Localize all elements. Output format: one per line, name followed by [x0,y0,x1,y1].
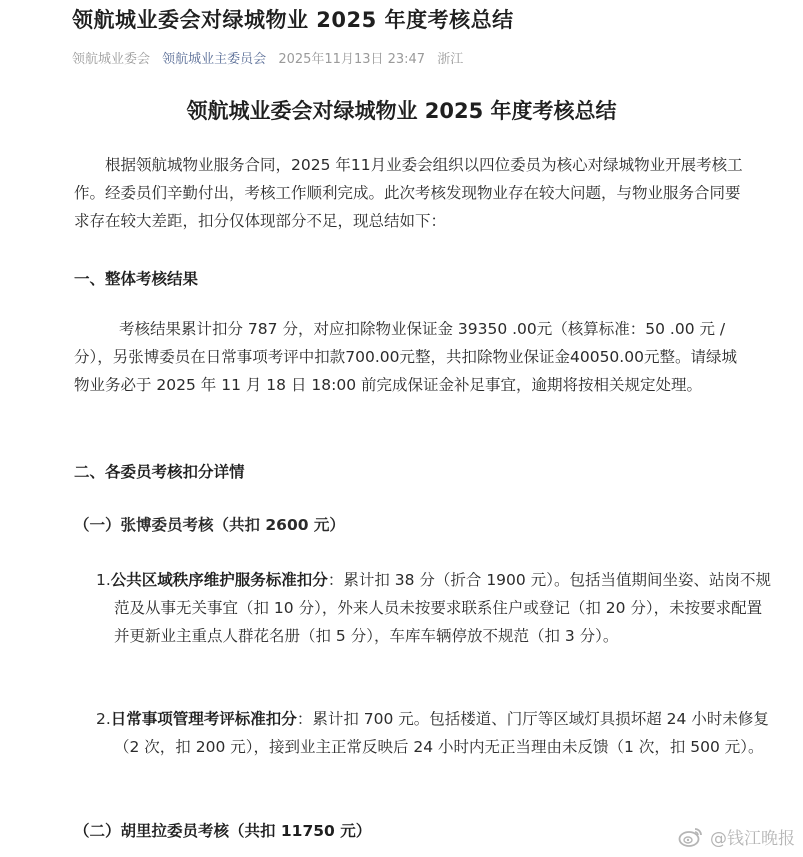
item-label: 公共区域秩序维护服务标准扣分 [110,571,328,589]
item-text: ：累计扣 38 分（折合 1900 元）。包括当值期间坐姿、站岗不规范及从事无关事宜（扣 10 分），外来人员未按要求联系住户或登记（扣 20 分），未按要求配置并更新业主重点人群花名册（扣 5 分），车库车辆停放不规范（扣 3 分）。 [114,571,771,645]
list-item [96,705,774,761]
section1-body: 考核结果累计扣分 787 分，对应扣除物业保证金 39350 .00元（核算标准：50 .00 元 / 分），另张博委员在日常事项考评中扣款700.00元整，共扣除物业保证金40050.00元整。请绿城物业务必于 2025 年 11 月 18 日 18:00 前完成保证金补足事宜，逾期将按相关规定处理。 [74,320,737,394]
item-number: 2. [96,710,111,728]
item-number: 1. [96,571,111,589]
subsection2-heading: （二）胡里拉委员考核（共扣 11750 元） [74,822,372,840]
subsection1-heading: （一）张博委员考核（共扣 2600 元） [74,516,345,534]
intro-paragraph: 根据领航城物业服务合同，2025 年11月业委会组织以四位委员为核心对绿城物业开展考核工作。经委员们辛勤付出，考核工作顺利完成。此次考核发现物业存在较大问题，与物业服务合同要求存在较大差距，扣分仅体现部分不足，现总结如下： [74,156,743,230]
section1-heading: 一、整体考核结果 [74,270,199,288]
item-label: 日常事项管理考评标准扣分 [110,710,297,728]
publish-datetime: 2025年11月13日 23:47 [278,52,426,67]
author-name[interactable]: 领航城业委会 [72,52,151,67]
weibo-icon [678,826,704,848]
item-text: ：累计扣 700 元。包括楼道、门厅等区域灯具损坏超 24 小时未修复（2 次，扣 200 元），接到业主正常反映后 24 小时内无正当理由未反馈（1 次，扣 500 元）。 [114,710,769,756]
account-link[interactable]: 领航城业主委员会 [162,52,267,67]
article-meta [72,48,471,67]
list-item [96,566,774,650]
document-title: 领航城业委会对绿城物业 2025 年度考核总结 [186,99,617,123]
article-title: 领航城业委会对绿城物业 2025 年度考核总结 [72,8,514,32]
watermark-text: @钱江晚报 [710,829,795,849]
section2-heading: 二、各委员考核扣分详情 [74,463,245,481]
watermark [678,824,795,849]
publish-location: 浙江 [437,52,464,67]
